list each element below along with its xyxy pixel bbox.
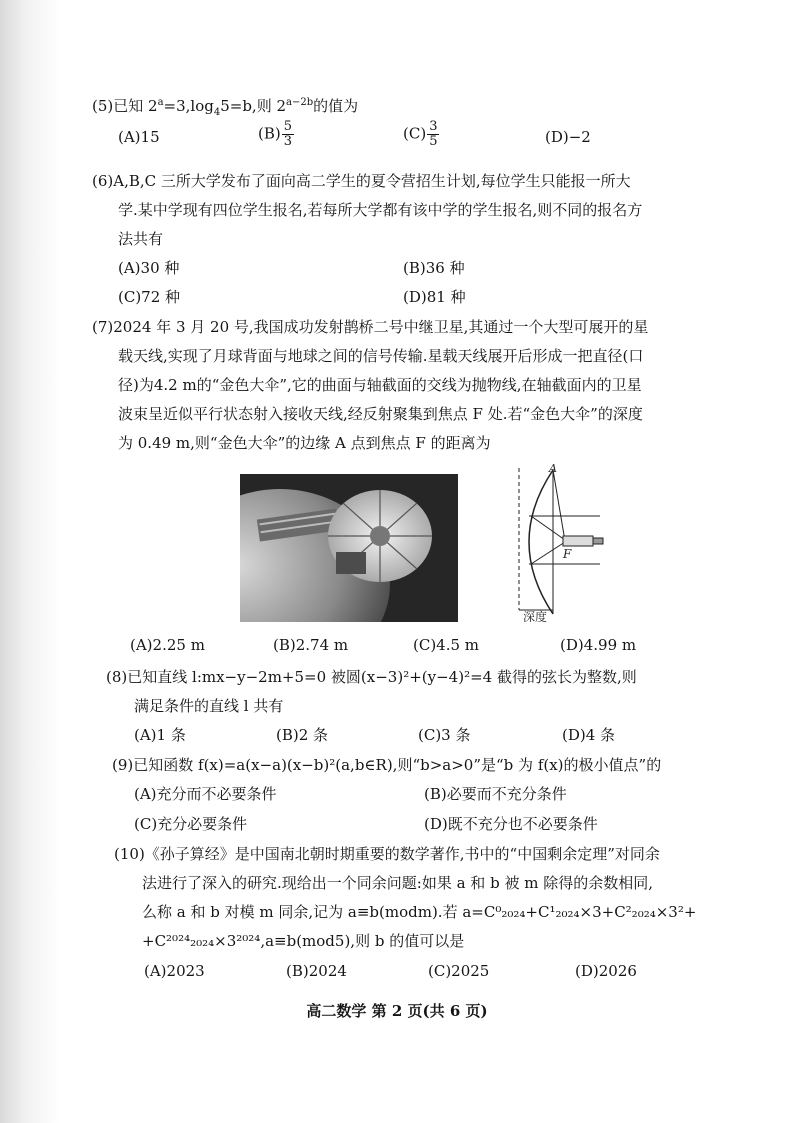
q6-line-1: (6)A,B,C 三所大学发布了面向高二学生的夏令营招生计划,每位学生只能报一所大: [92, 172, 631, 190]
q9-option-b: (B)必要而不充分条件: [424, 785, 567, 803]
q7-line-2: 载天线,实现了月球背面与地球之间的信号传输.星载天线展开后形成一把直径(口: [118, 347, 644, 365]
q10-option-c: (C)2025: [428, 962, 490, 980]
q7-line-3: 径)为4.2 m的“金色大伞”,它的曲面与轴截面的交线为抛物线,在轴截面内的卫星: [118, 376, 642, 394]
q6-line-3: 法共有: [118, 230, 164, 248]
q5-stem: (5)已知 $2^a=3,\log_45=b$,则 $2^{a-2b}$的值为: [92, 97, 359, 118]
label-depth: 深度: [523, 610, 548, 622]
fraction: $\frac{3}{5}$: [429, 119, 438, 149]
q7-option-b: (B)2.74 m: [273, 636, 349, 654]
label-a: A: [549, 462, 557, 475]
q6-option-d: (D)81 种: [403, 288, 466, 306]
q8-line-1: (8)已知直线 l:mx−y−2m+5=0 被圆(x−3)²+(y−4)²=4 截得的弦长为整数,则: [106, 668, 637, 686]
page-footer: 高二数学 第 2 页(共 6 页): [306, 1002, 488, 1020]
q6-option-b: (B)36 种: [403, 259, 465, 277]
q7-line-5: 为 0.49 m,则“金色大伞”的边缘 A 点到焦点 F 的距离为: [118, 434, 491, 452]
q5-option-c: (C) $\frac{3}{5}$: [403, 119, 438, 149]
q8-option-a: (A)1 条: [134, 726, 186, 744]
q9-line-1: (9)已知函数 f(x)=a(x−a)(x−b)²(a,b∈R),则“b>a>0”是“b 为 f(x)的极小值点”的: [112, 756, 662, 774]
q8-option-c: (C)3 条: [418, 726, 471, 744]
q6-option-a: (A)30 种: [118, 259, 180, 277]
q8-line-2: 满足条件的直线 l 共有: [134, 697, 284, 715]
parabola-figure: [505, 462, 615, 622]
fraction: $\frac{5}{3}$: [283, 119, 293, 149]
q7-option-a: (A)2.25 m: [130, 636, 205, 654]
q9-option-c: (C)充分必要条件: [134, 815, 248, 833]
q7-line-1: (7)2024 年 3 月 20 号,我国成功发射鹊桥二号中继卫星,其通过一个大型可展开的星: [92, 318, 649, 336]
q7-line-4: 波束呈近似平行状态射入接收天线,经反射聚集到焦点 F 处.若“金色大伞”的深度: [118, 405, 643, 423]
q7-option-d: (D)4.99 m: [560, 636, 637, 654]
q5-option-b: (B) $\frac{5}{3}$: [258, 119, 293, 149]
q6-option-c: (C)72 种: [118, 288, 181, 306]
label-f: F: [563, 547, 572, 561]
q9-option-a: (A)充分而不必要条件: [134, 785, 277, 803]
q7-option-c: (C)4.5 m: [413, 636, 480, 654]
q5-option-d: (D)−2: [545, 128, 591, 146]
q10-option-d: (D)2026: [575, 962, 637, 980]
q5-option-a: (A)15: [118, 128, 160, 146]
q10-option-a: (A)2023: [144, 962, 205, 980]
q6-line-2: 学.某中学现有四位学生报名,若每所大学都有该中学的学生报名,则不同的报名方: [118, 201, 643, 219]
q10-line-1: (10)《孙子算经》是中国南北朝时期重要的数学著作,书中的“中国剩余定理”对同余: [114, 845, 660, 863]
q9-option-d: (D)既不充分也不必要条件: [424, 815, 598, 833]
parabola-diagram: [505, 462, 615, 622]
scan-shadow: [0, 0, 60, 1123]
satellite-photo: [240, 474, 458, 622]
q8-option-b: (B)2 条: [276, 726, 329, 744]
q10-line-2: 法进行了深入的研究.现给出一个同余问题:如果 a 和 b 被 m 除得的余数相同,: [142, 874, 653, 892]
q10-option-b: (B)2024: [286, 962, 347, 980]
q10-line-4: +C²⁰²⁴₂₀₂₄×3²⁰²⁴,a≡b(mod5),则 b 的值可以是: [142, 932, 465, 950]
q8-option-d: (D)4 条: [562, 726, 616, 744]
q10-line-3: 么称 a 和 b 对模 m 同余,记为 a≡b(modm).若 a=C⁰₂₀₂₄+C¹₂₀₂₄×3+C²₂₀₂₄×3²+: [142, 903, 697, 921]
satellite-illustration: [240, 474, 458, 622]
